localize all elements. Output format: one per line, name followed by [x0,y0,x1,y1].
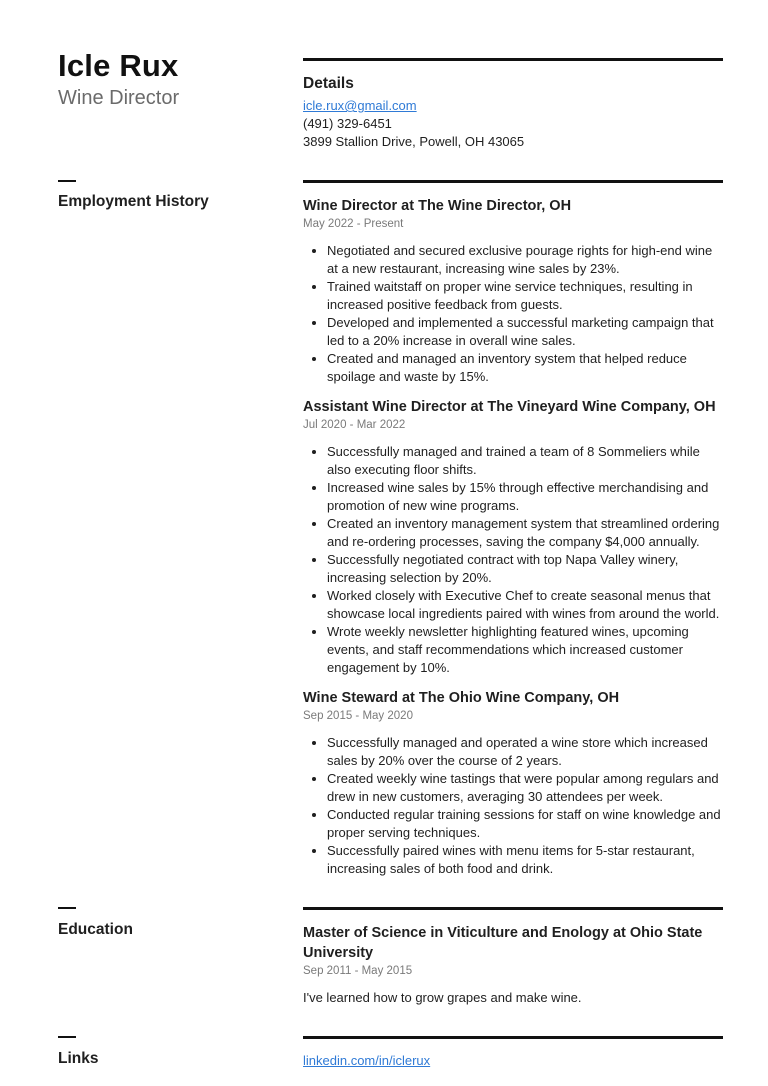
employment-rule [303,180,723,183]
job-bullet: • Conducted regular training sessions for staff on wine knowledge and proper serving techniques. [327,806,723,842]
candidate-name: Icle Rux [58,48,179,83]
job-bullet: • Created weekly wine tastings that were popular among regulars and drew in new customers, averaging 30 attendees per week. [327,770,723,806]
links-title: Links [58,1050,99,1067]
degree-title: Master of Science in Viticulture and Enology at Ohio State University [303,925,703,961]
job-bullets [303,242,723,386]
address: 3899 Stallion Drive, Powell, OH 43065 [303,134,525,149]
education-title: Education [58,921,133,938]
job-bullet: • Worked closely with Executive Chef to create seasonal menus that showcase local ingredients paired with wines from around the world. [327,587,723,623]
job-title: Assistant Wine Director at The Vineyard Wine Company, OH [303,399,716,415]
details-title: Details [303,75,354,92]
details-rule [303,58,723,61]
job-bullet: • Successfully managed and operated a wine store which increased sales by 20% over the course of 2 years. [327,734,723,770]
job-bullet: • Created and managed an inventory system that helped reduce spoilage and waste by 15%. [327,350,723,386]
employment-title: Employment History [58,193,209,210]
phone-number: (491) 329-6451 [303,116,392,131]
education-rule [303,907,723,910]
job-bullets [303,443,723,677]
job-entry [303,688,723,878]
job-bullet: • Increased wine sales by 15% through effective merchandising and promotion of new wine programs. [327,479,723,515]
job-bullet: • Created an inventory management system that streamlined ordering and re-ordering processes, saving the company $4,000 annually. [327,515,723,551]
job-bullet: • Trained waitstaff on proper wine service techniques, resulting in increased positive feedback from guests. [327,278,723,314]
job-bullets [303,734,723,878]
links-rule [303,1036,723,1039]
employment-dash [58,180,76,182]
job-bullet: • Successfully paired wines with menu items for 5-star restaurant, increasing sales of both food and drink. [327,842,723,878]
job-bullet: • Negotiated and secured exclusive pourage rights for high-end wine at a new restaurant, increasing wine sales by 23%. [327,242,723,278]
education-dash [58,907,76,909]
job-title: Wine Director at The Wine Director, OH [303,198,572,214]
education-dates: Sep 2011 - May 2015 [303,965,413,977]
job-title: Wine Steward at The Ohio Wine Company, OH [303,690,620,706]
links-section [303,1052,723,1070]
job-entry [303,397,723,677]
candidate-role: Wine Director [58,87,180,109]
links-dash [58,1036,76,1038]
job-bullet: • Successfully managed and trained a team of 8 Sommeliers while also executing floor shifts. [327,443,723,479]
email-link[interactable]: icle.rux@gmail.com [303,98,417,113]
job-bullet: • Developed and implemented a successful marketing campaign that led to a 20% increase in overall wine sales. [327,314,723,350]
education-description: I've learned how to grow grapes and make wine. [303,990,582,1005]
job-bullet: • Successfully negotiated contract with top Napa Valley winery, increasing selection by 20%. [327,551,723,587]
job-dates: Jul 2020 - Mar 2022 [303,419,406,431]
details-section [303,75,723,151]
education-entry [303,923,723,1007]
job-entry [303,196,723,386]
job-bullet: • Wrote weekly newsletter highlighting featured wines, upcoming events, and staff recommendations which increased customer engagement by 10%. [327,623,723,677]
job-dates: Sep 2015 - May 2020 [303,710,413,722]
linkedin-link[interactable]: linkedin.com/in/iclerux [303,1053,431,1068]
job-dates: May 2022 - Present [303,218,404,230]
